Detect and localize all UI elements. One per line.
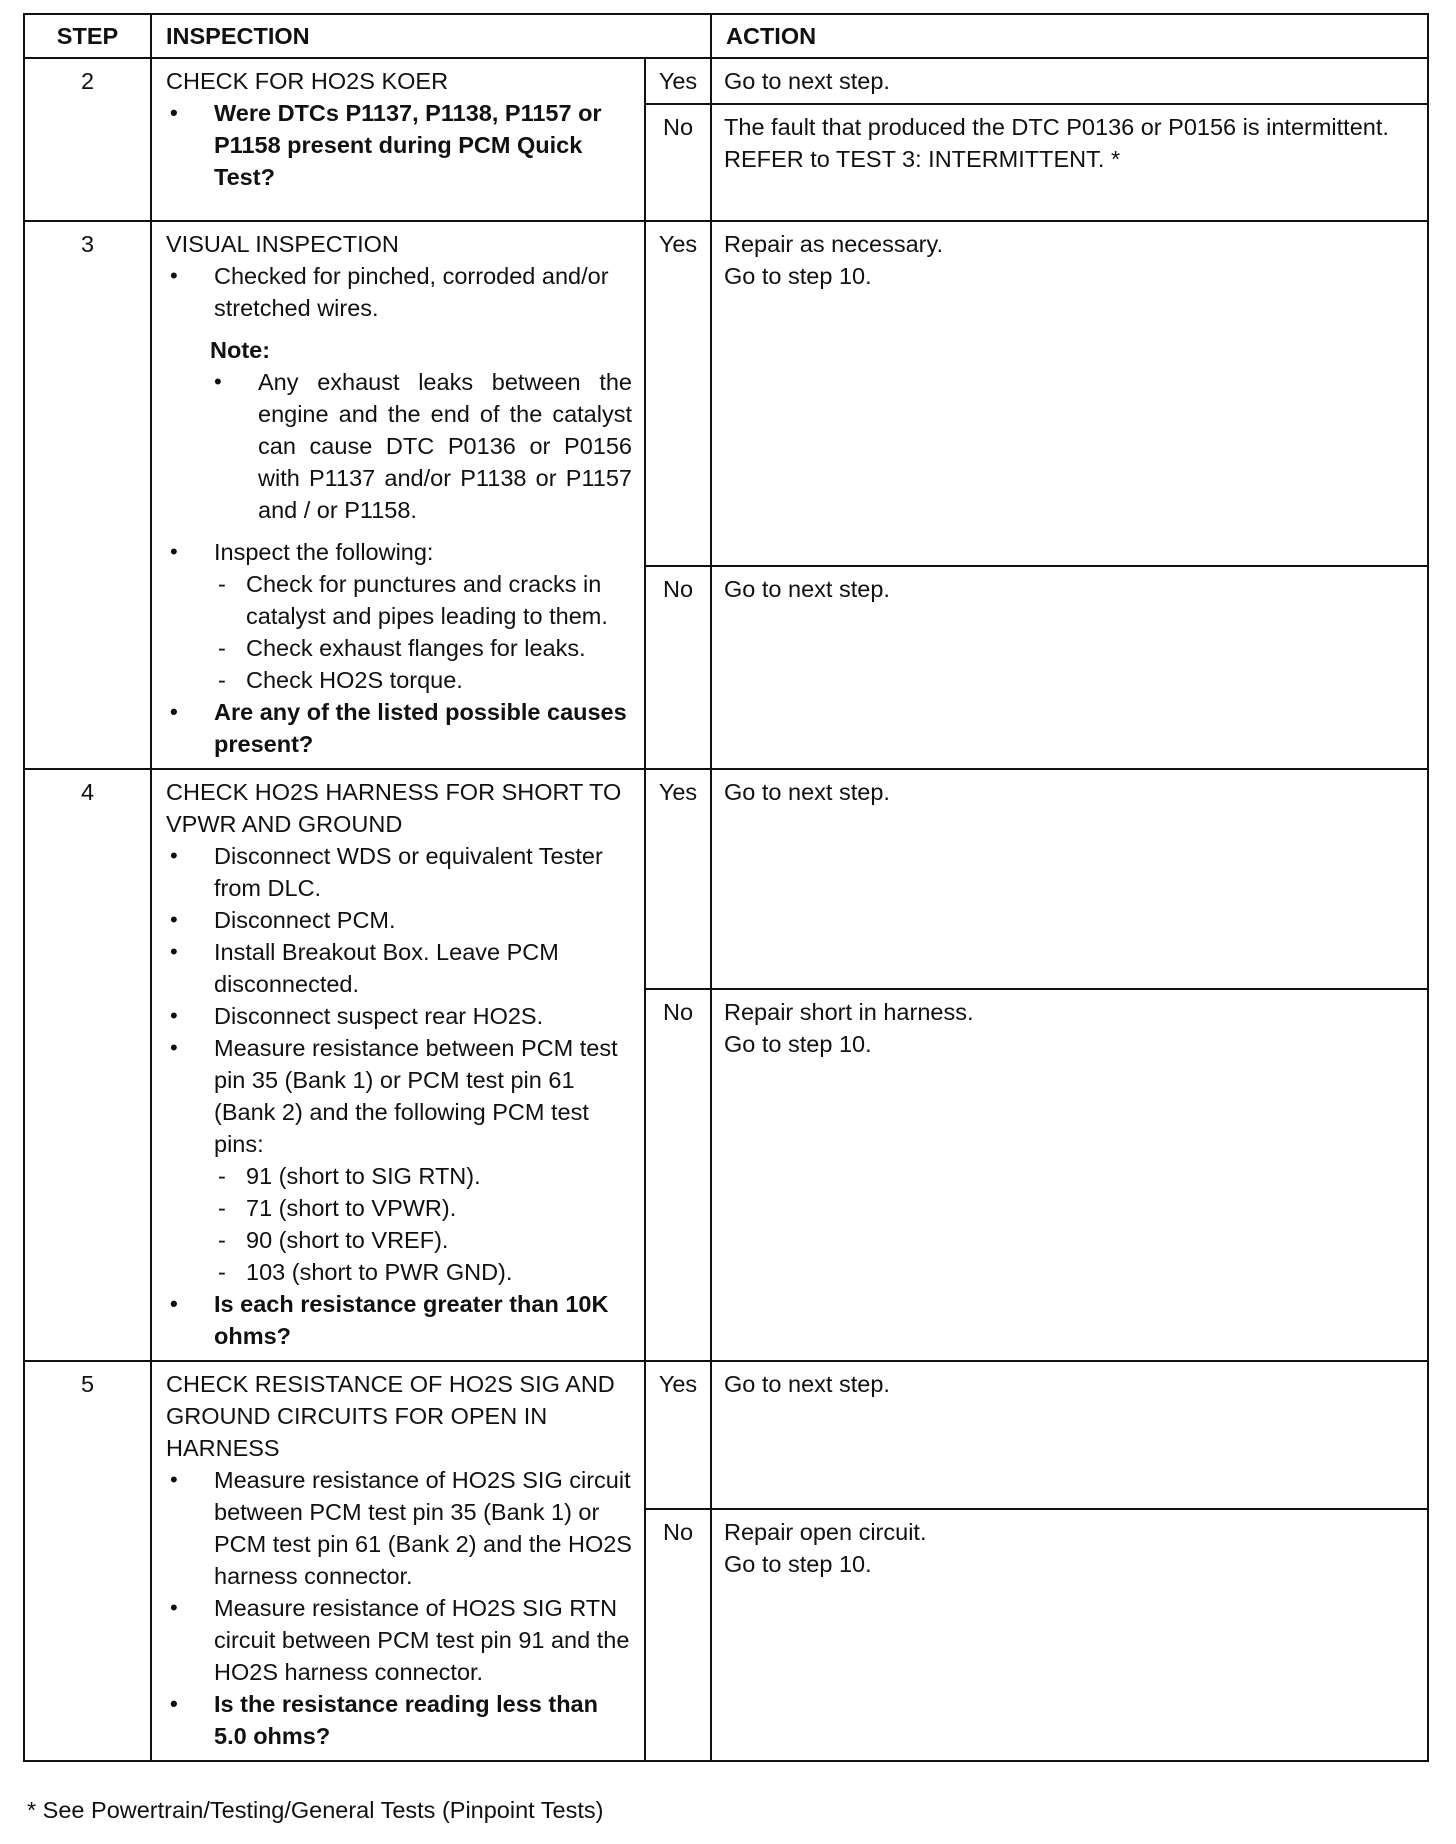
inspection-bullet-text: Inspect the following: [214, 539, 434, 565]
yes-label: Yes [645, 221, 711, 566]
sub-item: - Check for punctures and cracks in catalyst and pipes leading to them. [214, 568, 632, 632]
inspection-question: • Is each resistance greater than 10K ohms? [166, 1288, 632, 1352]
inspection-cell [151, 769, 645, 1361]
action-line: Go to next step. [724, 779, 890, 805]
inspection-bullet: • Checked for pinched, corroded and/or stretched wires. [166, 260, 632, 324]
footnote: * See Powertrain/Testing/General Tests (Pinpoint Tests) [27, 1797, 604, 1823]
action-line: Go to step 10. [724, 1551, 872, 1578]
inspection-title: VISUAL INSPECTION [166, 231, 399, 257]
step-header: STEP [24, 14, 151, 58]
table-row [24, 221, 1428, 566]
action-line: Go to step 10. [724, 263, 872, 289]
inspection-bullet [166, 1032, 632, 1288]
action-line: Repair short in harness. [724, 998, 974, 1025]
yes-action [711, 221, 1428, 566]
table-row [24, 769, 1428, 989]
note-text: • Any exhaust leaks between the engine and the end of the catalyst can cause DTC P0136 or P0156 with P1137 and/or P1138 or P1157 and / or P1158. [210, 366, 632, 526]
action-header: ACTION [711, 14, 1428, 58]
inspection-title: CHECK FOR HO2S KOER [166, 68, 449, 94]
sub-item: - 103 (short to PWR GND). [214, 1256, 632, 1288]
inspection-bullet-text: Measure resistance between PCM test pin 35 (Bank 1) or PCM test pin 61 (Bank 2) and the following PCM test pins: [214, 1035, 618, 1157]
inspection-bullet: • Measure resistance of HO2S SIG RTN circuit between PCM test pin 91 and the HO2S harness connector. [166, 1592, 632, 1688]
sub-item: - Check exhaust flanges for leaks. [214, 632, 632, 664]
action-line: Go to next step. [724, 68, 890, 94]
no-action [711, 104, 1428, 221]
no-label: No [645, 1509, 711, 1761]
step-number: 2 [24, 58, 151, 221]
inspection-cell [151, 1361, 645, 1761]
inspection-bullet: • Install Breakout Box. Leave PCM disconnected. [166, 936, 632, 1000]
no-label: No [645, 104, 711, 221]
action-line: Repair open circuit. [724, 1519, 927, 1546]
step-number: 4 [24, 769, 151, 1361]
inspection-bullet: • Disconnect WDS or equivalent Tester from DLC. [166, 840, 632, 904]
no-action [711, 1509, 1428, 1761]
inspection-bullet: • Disconnect PCM. [166, 904, 632, 936]
inspection-header: INSPECTION [151, 14, 711, 58]
sub-item: - 90 (short to VREF). [214, 1224, 632, 1256]
no-label: No [645, 989, 711, 1361]
yes-label: Yes [645, 58, 711, 104]
action-line: REFER to TEST 3: INTERMITTENT. * [724, 146, 1121, 172]
inspection-question: • Are any of the listed possible causes present? [166, 696, 632, 760]
diagnostic-table [23, 13, 1429, 1762]
inspection-question: • Were DTCs P1137, P1138, P1157 or P1158 present during PCM Quick Test? [166, 97, 632, 193]
action-line: The fault that produced the DTC P0136 or P0156 is intermittent. [724, 114, 1389, 140]
step-number: 3 [24, 221, 151, 769]
action-line: Go to next step. [724, 575, 890, 602]
inspection-title: CHECK RESISTANCE OF HO2S SIG AND GROUND CIRCUITS FOR OPEN IN HARNESS [166, 1371, 615, 1461]
yes-label: Yes [645, 769, 711, 989]
inspection-cell [151, 221, 645, 769]
note-label: Note: [210, 337, 271, 363]
yes-label: Yes [645, 1361, 711, 1509]
no-label: No [645, 566, 711, 769]
inspection-bullet [166, 536, 632, 696]
step-number: 5 [24, 1361, 151, 1761]
action-line: Repair as necessary. [724, 231, 944, 257]
inspection-cell [151, 58, 645, 221]
sub-item: - 91 (short to SIG RTN). [214, 1160, 632, 1192]
sub-item: - Check HO2S torque. [214, 664, 632, 696]
inspection-bullet: • Measure resistance of HO2S SIG circuit between PCM test pin 35 (Bank 1) or PCM test pin 61 (Bank 2) and the HO2S harness connector. [166, 1464, 632, 1592]
inspection-question: • Is the resistance reading less than 5.0 ohms? [166, 1688, 632, 1752]
yes-action [711, 58, 1428, 104]
inspection-title: CHECK HO2S HARNESS FOR SHORT TO VPWR AND GROUND [166, 779, 622, 837]
action-line: Go to step 10. [724, 1030, 872, 1057]
sub-item: - 71 (short to VPWR). [214, 1192, 632, 1224]
inspection-bullet: • Disconnect suspect rear HO2S. [166, 1000, 632, 1032]
no-action [711, 566, 1428, 769]
yes-action [711, 1361, 1428, 1509]
no-action [711, 989, 1428, 1361]
yes-action [711, 769, 1428, 989]
note-block [166, 334, 632, 526]
table-row [24, 1361, 1428, 1509]
table-row [24, 58, 1428, 104]
header-row [24, 14, 1428, 58]
action-line: Go to next step. [724, 1371, 890, 1397]
diagnostic-document [23, 13, 1427, 1762]
